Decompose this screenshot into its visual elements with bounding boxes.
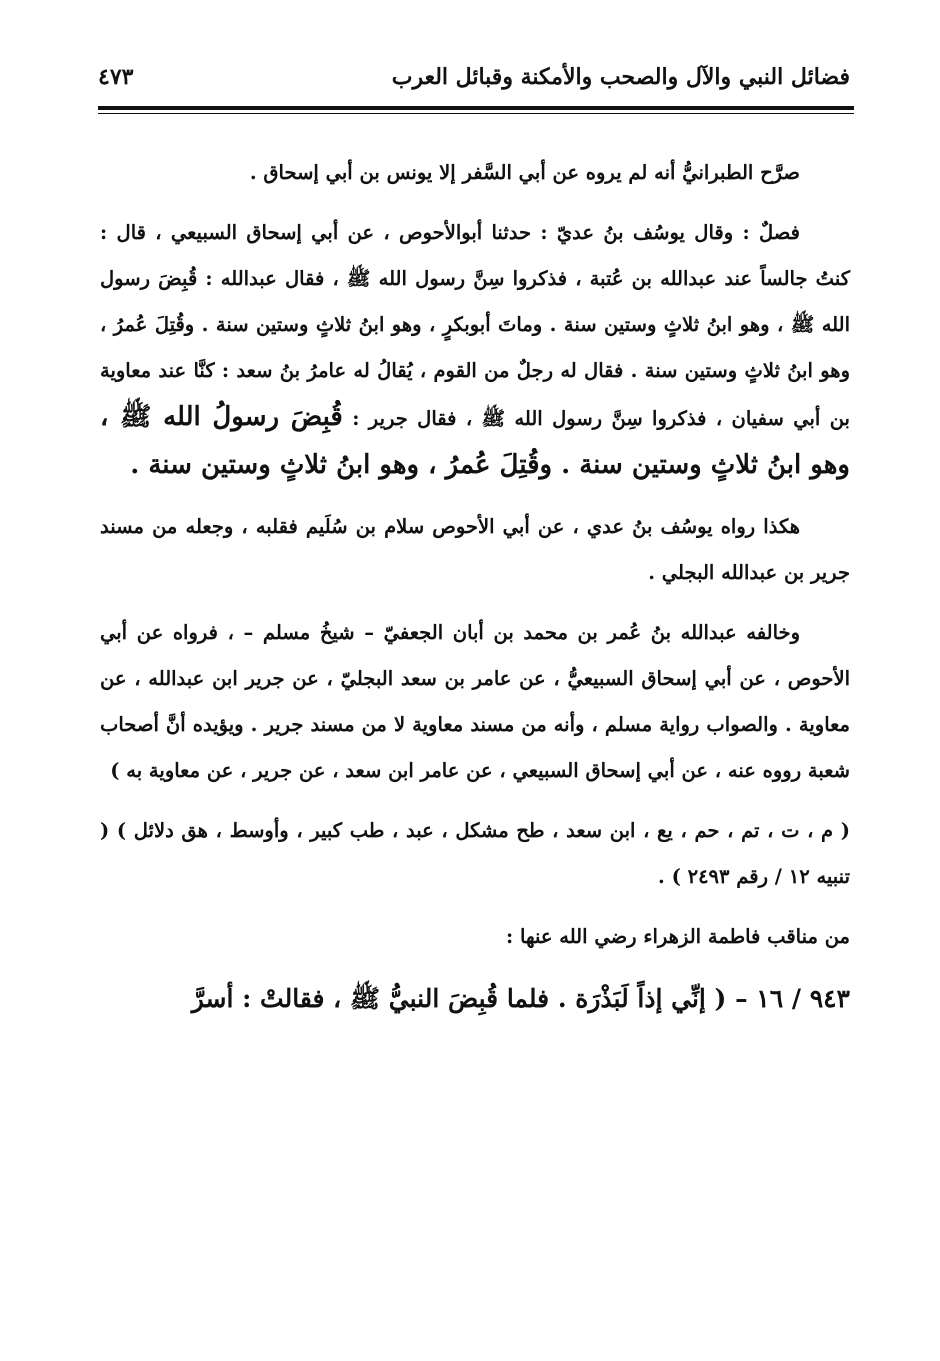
page-body xyxy=(100,150,850,1024)
paragraph-5: ( م ، ت ، تم ، حم ، يع ، ابن سعد ، طح مشكل ، عبد ، طب كبير ، وأوسط ، هق دلائل ) ( تنبيه ١٢ / رقم ٢٤٩٣ ) . xyxy=(100,819,850,888)
section-heading: من مناقب فاطمة الزهراء رضي الله عنها : xyxy=(506,925,850,948)
running-header xyxy=(98,62,850,102)
running-title: فضائل النبي والآل والصحب والأمكنة وقبائل العرب xyxy=(391,64,850,90)
paragraph-2-text: فصلٌ : وقال يوسُف بنُ عديّ : حدثنا أبوالأحوص ، عن أبي إسحاق السبيعي ، قال : كنتُ جالساً عند عبدالله بن عُتبة ، فذكروا سِنَّ رسول الله ﷺ ، فقال عبدالله : قُبِضَ رسول الله ﷺ ، وهو ابنُ ثلاثٍ وستين سنة . وماتَ أبوبكرٍ ، وهو ابنُ ثلاثٍ وستين سنة . وقُتِلَ عُمرُ ، وهو ابنُ ثلاثٍ وستين سنة . فقال له رجلٌ من القوم ، يُقالُ له عامرُ بنُ سعد : كنَّا عند معاوية بن أبي سفيان ، فذكروا سِنَّ رسول الله ﷺ ، فقال جرير : xyxy=(100,221,850,430)
paragraph-2 xyxy=(100,210,850,490)
spacer xyxy=(100,900,850,914)
paragraph-2-quote: قُبِضَ رسولُ الله ﷺ ، وهو ابنُ ثلاثٍ وستين سنة . وقُتِلَ عُمرُ ، وهو ابنُ ثلاثٍ وستين سنة . xyxy=(100,402,850,480)
paragraph-3: هكذا رواه يوسُف بنُ عدي ، عن أبي الأحوص سلام بن سُلَيم فقلبه ، وجعله من مسند جرير بن عبدالله البجلي . xyxy=(100,515,850,584)
paragraph-1: صرَّح الطبرانيُّ أنه لم يروه عن أبي السَّفر إلا يونس بن أبي إسحاق . xyxy=(249,161,800,184)
spacer xyxy=(100,596,850,610)
header-rule-thick xyxy=(98,106,854,110)
header-rule-thin xyxy=(98,113,854,114)
spacer xyxy=(100,490,850,504)
spacer xyxy=(100,794,850,808)
paragraph-4: وخالفه عبدالله بنُ عُمر بن محمد بن أبان الجعفيّ – شيخُ مسلم – ، فرواه عن أبي الأحوص ، عن أبي إسحاق السبيعيُّ ، عن عامر بن سعد البجليّ ، عن جرير ابن عبدالله ، عن معاوية . والصواب رواية مسلم ، وأنه من مسند معاوية لا من مسند جرير . ويؤيده أنَّ أصحاب شعبة رووه عنه ، عن أبي إسحاق السبيعي ، عن عامر ابن سعد ، عن جرير ، عن معاوية به ) xyxy=(100,621,850,782)
spacer xyxy=(100,960,850,974)
spacer xyxy=(100,196,850,210)
hadith-number-line: ٩٤٣ / ١٦ – ( إنِّي إذاً لَبَذْرَة . فلما قُبِضَ النبيُّ ﷺ ، فقالتْ : أسرَّ xyxy=(191,984,850,1013)
page-number: ٤٧٣ xyxy=(98,64,134,90)
